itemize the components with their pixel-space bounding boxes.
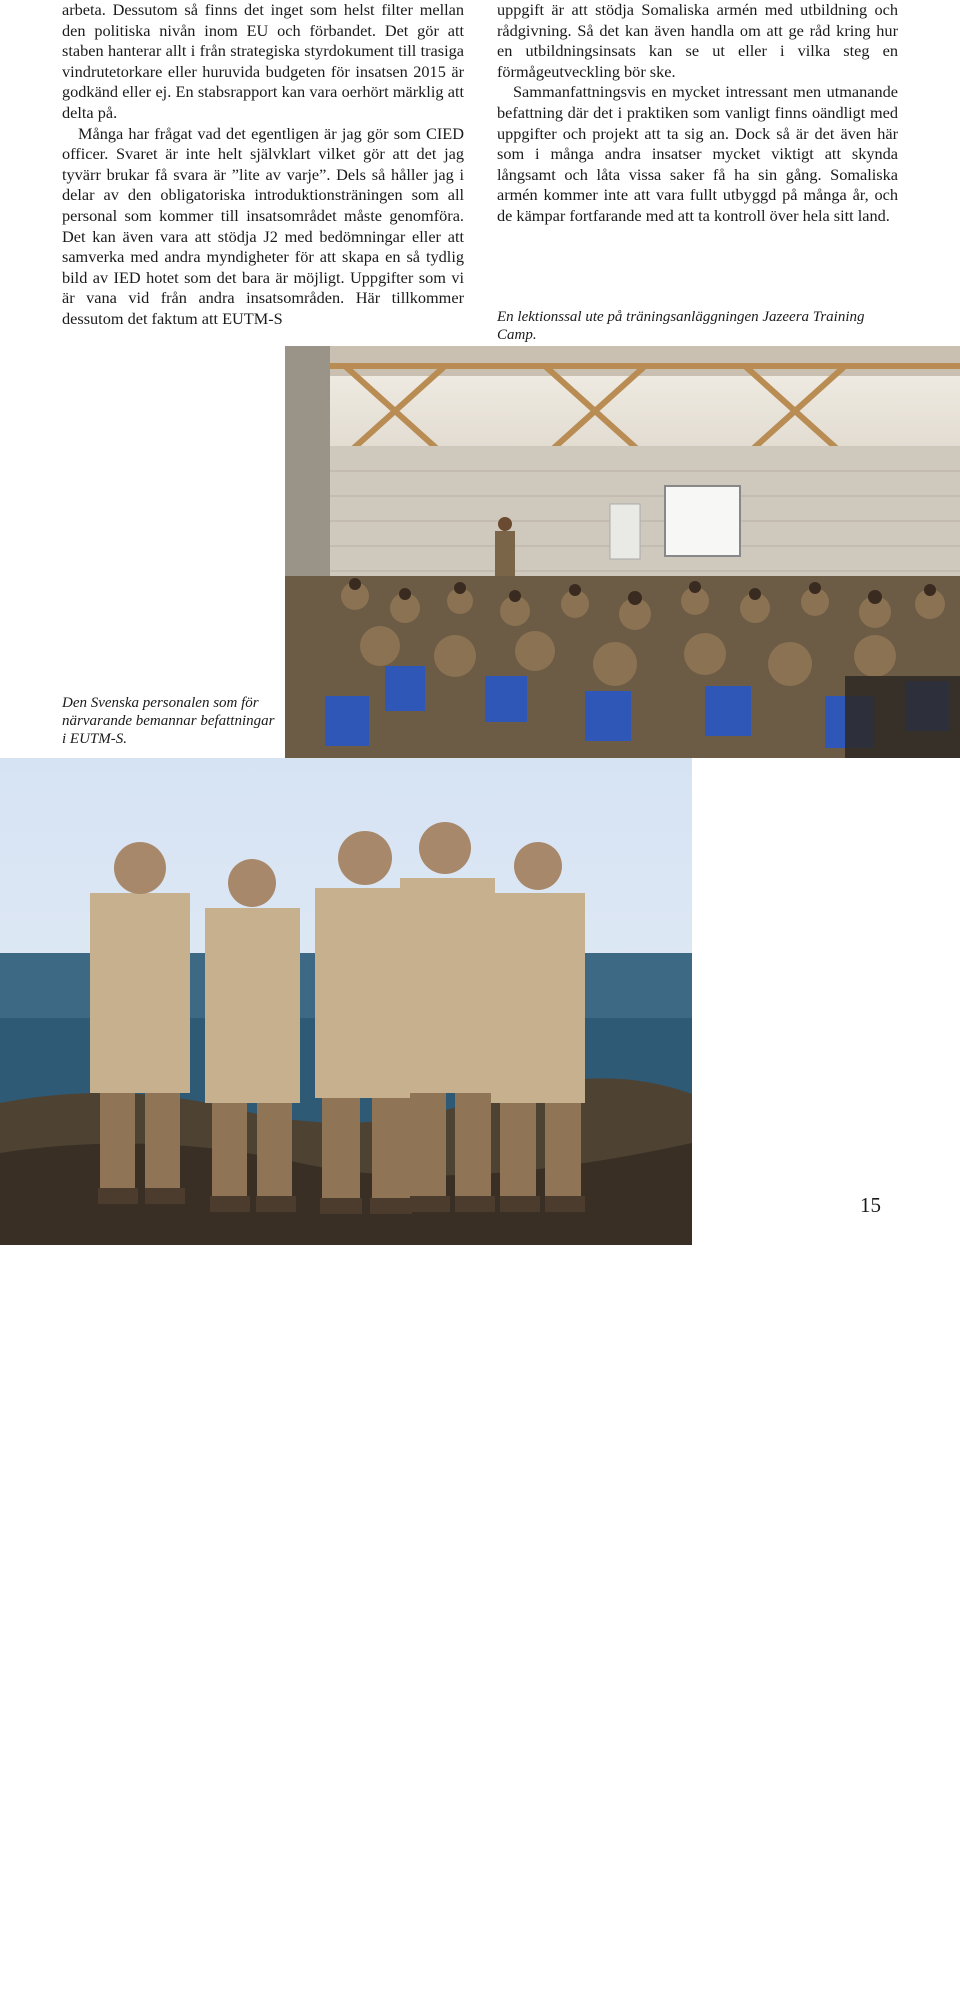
paragraph: uppgift är att stödja Somaliska armén med utbildning och rådgivning. Så det kan även handla om att ge råd kring hur en utbildningsinsats kan se ut eller i vilka steg en förmågeutveckling bör ske. [497,0,898,81]
photo-caption-lecture: En lektionssal ute på träningsanläggningen Jazeera Training Camp. [497,309,865,343]
staff-group-photo [0,758,692,1995]
lecture-hall-photo [285,346,960,758]
paragraph: Många har frågat vad det egentligen är jag gör som CIED officer. Svaret är inte helt självklart vilket gör att det jag tyvärr brukar få svara är ”lite av varje”. Dels så håller jag i delar av den obligatoriska introduktionsträningen som all personal som kommer till insatsområdet måste genomföra. Det kan även vara att stödja J2 med bedömningar eller att samverka med andra myndigheter för att skapa en så tydlig bild av IED hotet som det bara är möjligt. Uppgifter som vi är vana vid från andra insatsområden. Här tillkommer dessutom det faktum att EUTM-S [62,123,464,328]
photo-caption-staff: Den Svenska personalen som för närvarande bemannar befattningar i EUTM-S. [62,695,275,747]
paragraph: arbeta. Dessutom så finns det inget som helst filter mellan den politiska nivån inom EU och förbandet. Det gör att staben hanterar allt i från strategiska styrdokument till trasiga vindrutetorkare eller huruvida budgeten för insatsen 2015 är godkänd eller ej. En stabsrapport kan vara oerhört märklig att delta på. [62,0,464,122]
page-number: 15 [860,1193,881,1217]
paragraph: Sammanfattningsvis en mycket intressant men utmanande befattning där det i praktiken som vanligt finns oändligt med uppgifter och projekt att ta sig an. Dock så är det även här som i många andra insatser mycket viktigt att skynda långsamt och låta vissa saker få ha sin gång. Somaliska armén kommer inte att vara fullt utbyggd på många år, och de kämpar fortfarande med att ta kontroll över hela sitt land. [497,82,898,225]
photo-credit: Foto Anders Svensson [560,1980,691,1995]
article-column-left [62,0,464,330]
article-column-right [497,0,898,227]
